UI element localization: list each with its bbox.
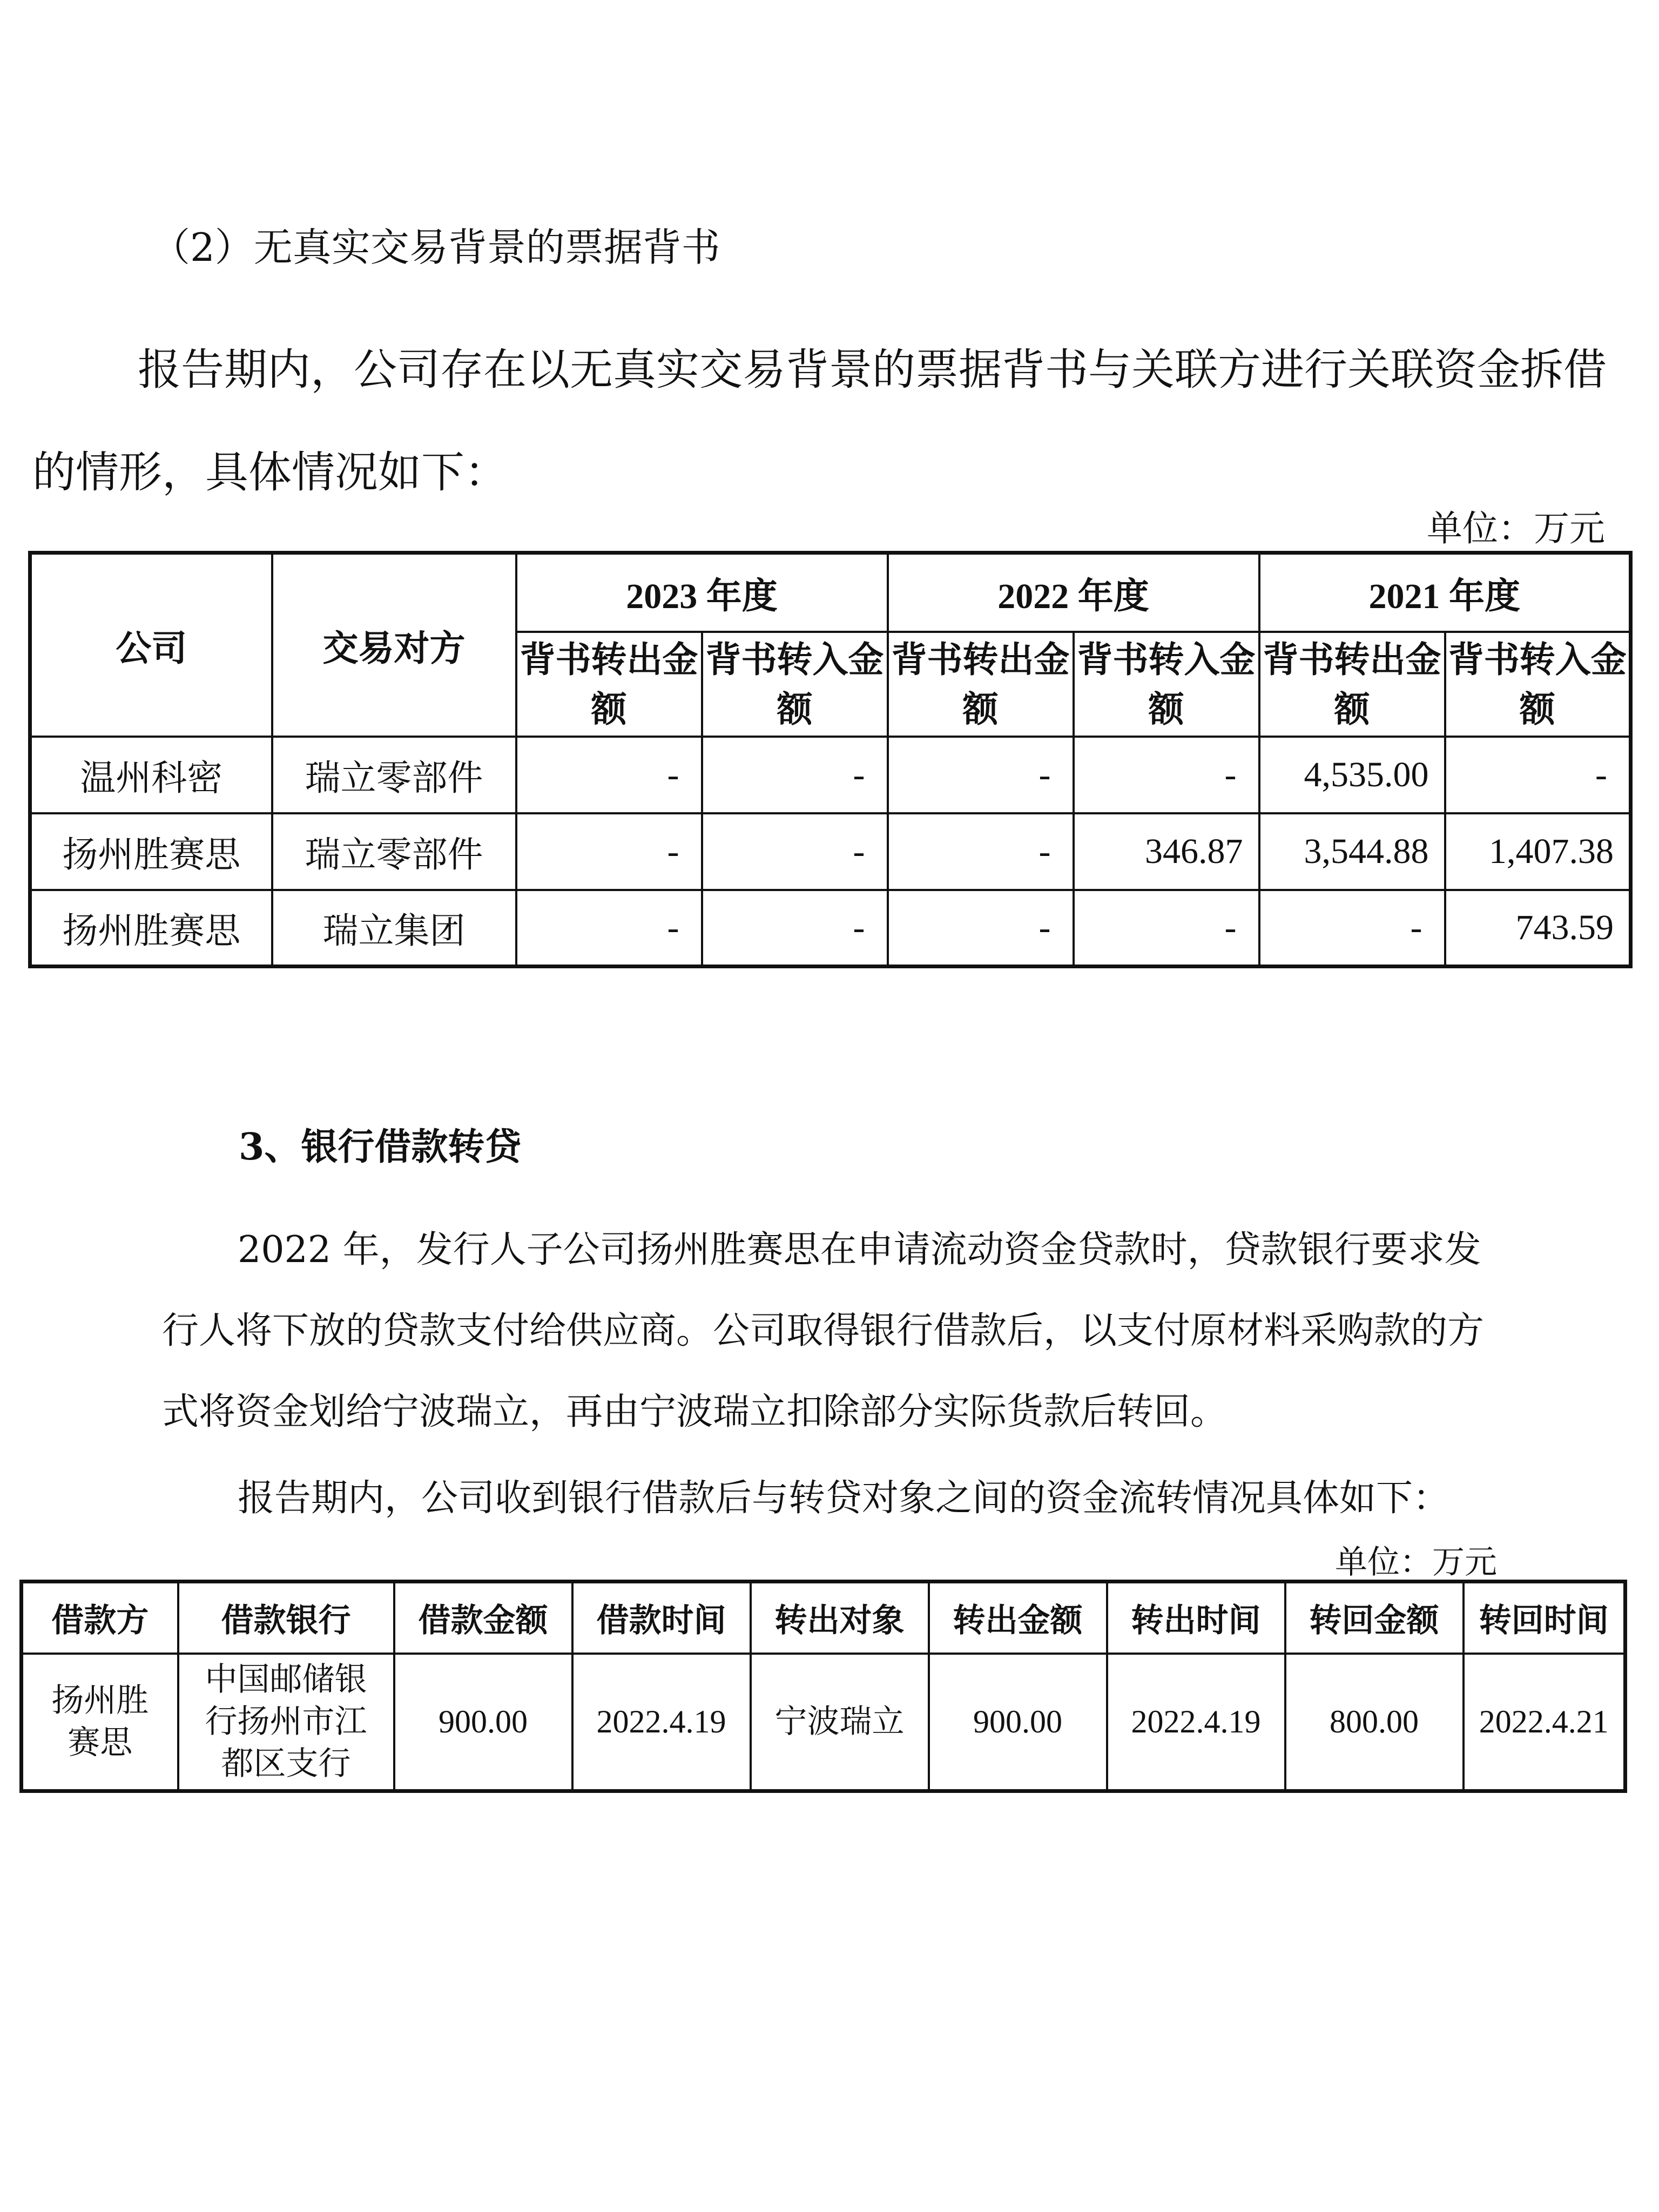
cell-bank: 中国邮储银行扬州市江都区支行 <box>178 1654 394 1791</box>
cell-value: 743.59 <box>1445 890 1631 967</box>
header-out-amount: 背书转出金额 <box>1259 632 1445 737</box>
table-row <box>30 737 1631 813</box>
cell-value: 4,535.00 <box>1259 737 1445 813</box>
cell-value: 346.87 <box>1074 813 1259 890</box>
header-bank: 借款银行 <box>178 1582 394 1654</box>
section-heading-3: 3、银行借款转贷 <box>239 1125 522 1169</box>
cell-value: 1,407.38 <box>1445 813 1631 890</box>
paragraph-fund-flow-intro <box>162 1458 1501 1539</box>
paragraph-text: 报告期内，公司存在以无真实交易背景的票据背书与关联方进行关联资金拆借的情形，具体情况如下： <box>32 345 1607 497</box>
cell-loan-amount: 900.00 <box>394 1654 572 1791</box>
cell-borrower: 扬州胜赛思 <box>22 1654 178 1791</box>
header-loan-amount: 借款金额 <box>394 1582 572 1654</box>
cell-return-amount: 800.00 <box>1285 1654 1464 1791</box>
cell-transfer-amount: 900.00 <box>929 1654 1107 1791</box>
cell-value: - <box>1074 737 1259 813</box>
cell-value: - <box>516 890 702 967</box>
header-counterparty: 交易对方 <box>272 553 516 737</box>
cell-counterparty: 瑞立零部件 <box>272 813 516 890</box>
cell-counterparty: 瑞立零部件 <box>272 737 516 813</box>
cell-value: - <box>702 737 888 813</box>
cell-value: - <box>702 890 888 967</box>
header-company: 公司 <box>30 553 272 737</box>
header-out-amount: 背书转出金额 <box>888 632 1074 737</box>
cell-value: - <box>1074 890 1259 967</box>
header-in-amount: 背书转入金额 <box>1074 632 1259 737</box>
cell-value: - <box>888 890 1074 967</box>
cell-transfer-date: 2022.4.19 <box>1107 1654 1285 1791</box>
header-year-2022: 2022 年度 <box>888 553 1259 632</box>
cell-value: - <box>516 737 702 813</box>
header-transfer-date: 转出时间 <box>1107 1582 1285 1654</box>
cell-company: 温州科密 <box>30 737 272 813</box>
paragraph-text: 报告期内，公司收到银行借款后与转贷对象之间的资金流转情况具体如下： <box>238 1477 1450 1520</box>
header-transfer-amount: 转出金额 <box>929 1582 1107 1654</box>
unit-label: 单位：万元 <box>1335 1543 1497 1581</box>
cell-counterparty: 瑞立集团 <box>272 890 516 967</box>
header-year-2023: 2023 年度 <box>516 553 888 632</box>
cell-company: 扬州胜赛思 <box>30 890 272 967</box>
paragraph-text: 2022 年，发行人子公司扬州胜赛思在申请流动资金贷款时，贷款银行要求发行人将下放的贷款支付给供应商。公司取得银行借款后，以支付原材料采购款的方式将资金划给宁波瑞立，再由宁波瑞立扣除部分实际货款后转回。 <box>162 1229 1485 1433</box>
cell-return-date: 2022.4.21 <box>1464 1654 1626 1791</box>
cell-value: 3,544.88 <box>1259 813 1445 890</box>
header-return-date: 转回时间 <box>1464 1582 1626 1654</box>
cell-value: - <box>702 813 888 890</box>
paragraph-bank-loan <box>162 1210 1501 1453</box>
header-transfer-to: 转出对象 <box>751 1582 929 1654</box>
table-row <box>30 890 1631 967</box>
header-borrower: 借款方 <box>22 1582 178 1654</box>
cell-value: - <box>516 813 702 890</box>
cell-value: - <box>1259 890 1445 967</box>
header-in-amount: 背书转入金额 <box>702 632 888 737</box>
header-loan-date: 借款时间 <box>572 1582 751 1654</box>
table-row <box>22 1654 1626 1791</box>
table-row <box>30 813 1631 890</box>
paragraph-bill-endorsement <box>32 319 1615 524</box>
cell-value: - <box>1445 737 1631 813</box>
header-out-amount: 背书转出金额 <box>516 632 702 737</box>
cell-value: - <box>888 737 1074 813</box>
cell-transfer-to: 宁波瑞立 <box>751 1654 929 1791</box>
cell-value: - <box>888 813 1074 890</box>
endorsement-table <box>28 551 1633 968</box>
header-return-amount: 转回金额 <box>1285 1582 1464 1654</box>
cell-loan-date: 2022.4.19 <box>572 1654 751 1791</box>
cell-company: 扬州胜赛思 <box>30 813 272 890</box>
header-year-2021: 2021 年度 <box>1259 553 1631 632</box>
header-in-amount: 背书转入金额 <box>1445 632 1631 737</box>
loan-transfer-table <box>19 1580 1627 1793</box>
section-heading-2: （2）无真实交易背景的票据背书 <box>151 225 720 270</box>
unit-label: 单位：万元 <box>1427 508 1605 549</box>
